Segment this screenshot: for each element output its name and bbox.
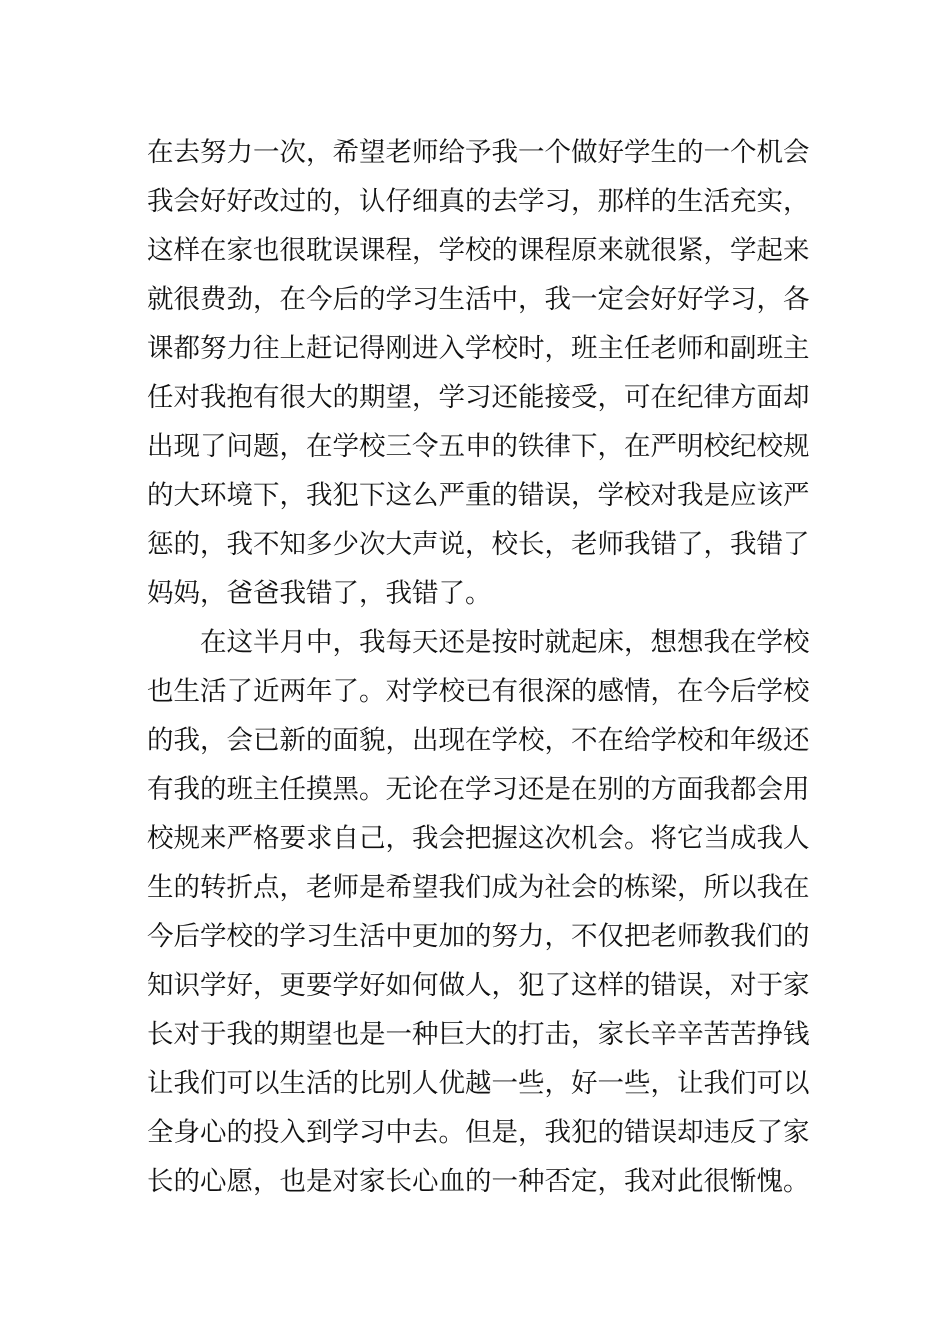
paragraph-2 [147, 618, 817, 1206]
text-line: 也生活了近两年了。对学校已有很深的感情，在今后学校 [147, 676, 810, 707]
text-line: 今后学校的学习生活中更加的努力，不仅把老师教我们的 [147, 921, 810, 952]
text-line: 有我的班主任摸黑。无论在学习还是在别的方面我都会用 [147, 774, 810, 805]
text-line: 生的转折点，老师是希望我们成为社会的栋梁，所以我在 [147, 872, 810, 903]
text-line: 任对我抱有很大的期望，学习还能接受，可在纪律方面却 [147, 382, 810, 413]
text-line: 知识学好，更要学好如何做人，犯了这样的错误，对于家 [147, 970, 810, 1001]
text-line: 出现了问题，在学校三令五申的铁律下，在严明校纪校规 [147, 431, 810, 462]
text-line: 全身心的投入到学习中去。但是，我犯的错误却违反了家 [147, 1117, 810, 1148]
text-line: 在这半月中，我每天还是按时就起床，想想我在学校 [200, 627, 810, 658]
text-line: 妈妈，爸爸我错了，我错了。 [147, 578, 492, 609]
text-line: 的我，会已新的面貌，出现在学校，不在给学校和年级还 [147, 725, 810, 756]
paragraph-1 [147, 128, 817, 618]
text-line: 就很费劲，在今后的学习生活中，我一定会好好学习，各 [147, 284, 810, 315]
text-line: 长对于我的期望也是一种巨大的打击，家长辛辛苦苦挣钱 [147, 1019, 810, 1050]
text-line: 惩的，我不知多少次大声说，校长，老师我错了，我错了 [147, 529, 810, 560]
text-line: 这样在家也很耽误课程，学校的课程原来就很紧，学起来 [147, 235, 810, 266]
document-body [147, 128, 817, 1206]
text-line: 长的心愿，也是对家长心血的一种否定，我对此很惭愧。 [147, 1166, 810, 1197]
text-line: 我会好好改过的，认仔细真的去学习，那样的生活充实， [147, 186, 810, 217]
text-line: 课都努力往上赶记得刚进入学校时，班主任老师和副班主 [147, 333, 810, 364]
text-line: 让我们可以生活的比别人优越一些，好一些，让我们可以 [147, 1068, 810, 1099]
text-line: 校规来严格要求自己，我会把握这次机会。将它当成我人 [147, 823, 810, 854]
text-line: 的大环境下，我犯下这么严重的错误，学校对我是应该严 [147, 480, 810, 511]
text-line: 在去努力一次，希望老师给予我一个做好学生的一个机会 [147, 137, 810, 168]
